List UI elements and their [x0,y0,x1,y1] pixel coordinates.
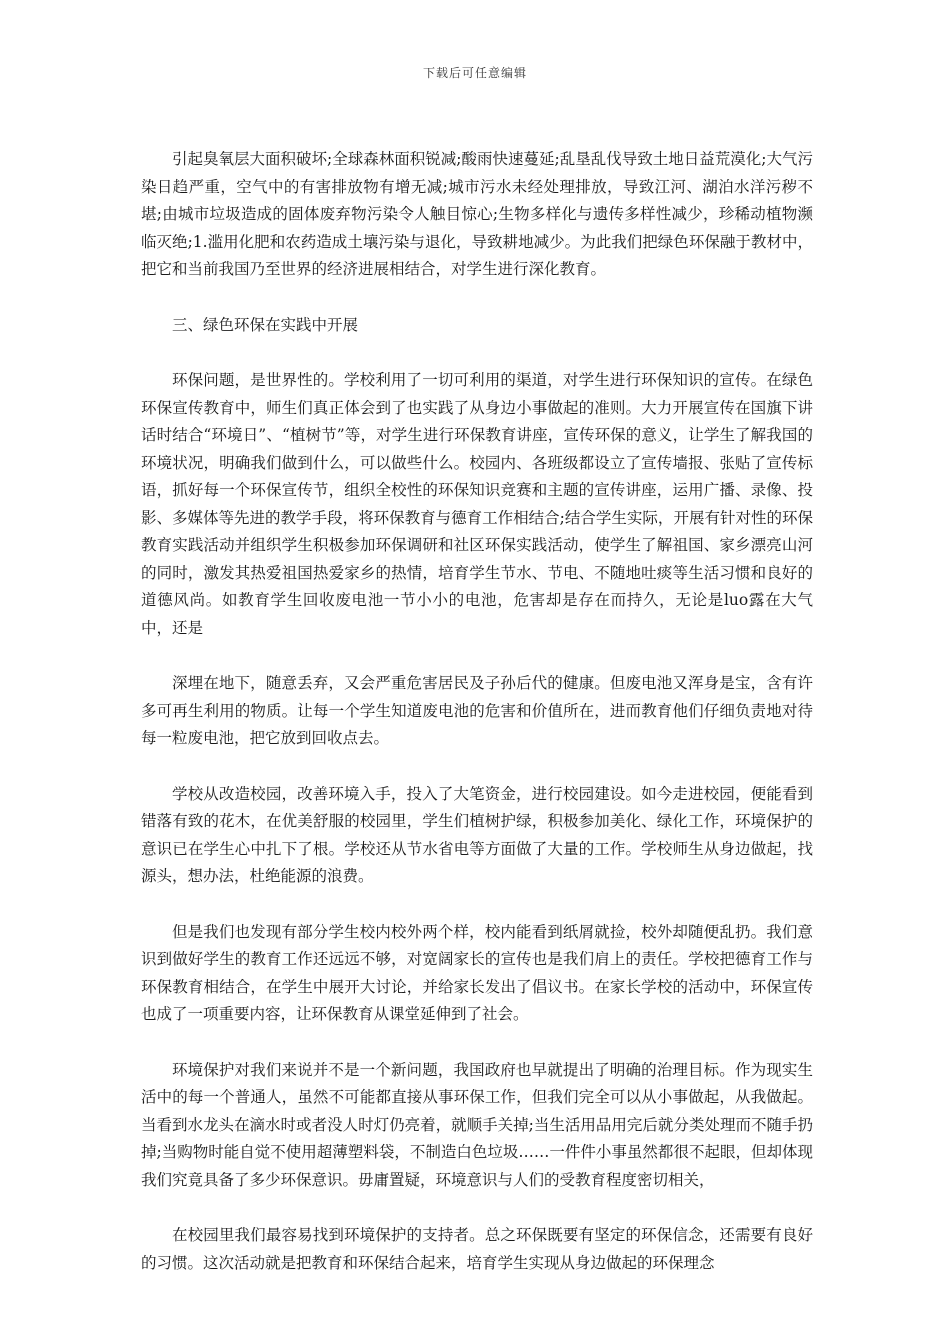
paragraph-parent-outreach: 但是我们也发现有部分学生校内校外两个样，校内能看到纸屑就捡，校外却随便乱扔。我们意识到做好学生的教育工作还远远不够，对宽阔家长的宣传也是我们肩上的责任。学校把德育工作与环保教育相结合，在学生中展开大讨论，并给家长发出了倡议书。在家长学校的活动中，环保宣传也成了一项重要内容，让环保教育从课堂延伸到了社会。 [141,922,813,1023]
paragraph-environmental-damage: 引起臭氧层大面积破坏;全球森林面积锐减;酸雨快速蔓延;乱垦乱伐导致土地日益荒漠化;大气污染日趋严重，空气中的有害排放物有增无减;城市污水未经处理排放，导致江河、湖泊水洋污秽不堪;由城市垃圾造成的固体废弃物污染令人触目惊心;生物多样化与遗传多样性减少，珍稀动植物濒临灭绝;1.滥用化肥和农药造成土壤污染与退化，导致耕地减少。为此我们把绿色环保融于教材中，把它和当前我国乃至世界的经济进展相结合，对学生进行深化教育。 [141,150,813,278]
paragraph-campus-improvement: 学校从改造校园，改善环境入手，投入了大笔资金，进行校园建设。如今走进校园，便能看到错落有致的花木，在优美舒服的校园里，学生们植树护绿，积极参加美化、绿化工作，环境保护的意识已在学生心中扎下了根。学校还从节水省电等方面做了大量的工作。学校师生从身边做起，找源头，想办法，杜绝能源的浪费。 [141,784,813,885]
paragraph-campus-supporters: 在校园里我们最容易找到环境保护的支持者。总之环保既要有坚定的环保信念，还需要有良好的习惯。这次活动就是把教育和环保结合起来，培育学生实现从身边做起的环保理念 [141,1226,813,1272]
paragraph-small-actions: 环境保护对我们来说并不是一个新问题，我国政府也早就提出了明确的治理目标。作为现实生活中的每一个普通人，虽然不可能都直接从事环保工作，但我们完全可以从小事做起，从我做起。当看到水龙头在滴水时或者没人时灯仍亮着，就顺手关掉;当生活用品用完后就分类处理而不随手扔掉;当购物时能自觉不使用超薄塑料袋，不制造白色垃圾……一件件小事虽然都很不起眼，但却体现我们究竟具备了多少环保意识。毋庸置疑，环境意识与人们的受教育程度密切相关， [141,1060,813,1189]
section-heading: 三、绿色环保在实践中开展 [172,315,359,334]
document-body [141,146,813,1305]
paragraph-environmental-publicity: 环保问题，是世界性的。学校利用了一切可利用的渠道，对学生进行环保知识的宣传。在绿色环保宣传教育中，师生们真正体会到了也实践了从身边小事做起的准则。大力开展宣传在国旗下讲话时结合“环境日”、“植树节”等，对学生进行环保教育讲座，宣传环保的意义，让学生了解我国的环境状况，明确我们做到什么，可以做些什么。校园内、各班级都设立了宣传墙报、张贴了宣传标语，抓好每一个环保宣传节，组织全校性的环保知识竞赛和主题的宣传讲座，运用广播、录像、投影、多媒体等先进的教学手段，将环保教育与德育工作相结合;结合学生实际，开展有针对性的环保教育实践活动并组织学生积极参加环保调研和社区环保实践活动，使学生了解祖国、家乡漂亮山河的同时，激发其热爱祖国热爱家乡的热情，培育学生节水、节电、不随地吐痰等生活习惯和良好的道德风尚。如教育学生回收废电池一节小小的电池，危害却是存在而持久，无论是luo露在大气中，还是 [141,371,813,637]
paragraph-waste-battery: 深埋在地下，随意丢弃，又会严重危害居民及子孙后代的健康。但废电池又浑身是宝，含有许多可再生利用的物质。让每一个学生知道废电池的危害和价值所在，进而教育他们仔细负责地对待每一粒废电池，把它放到回收点去。 [141,674,813,747]
page-header: 下载后可任意编辑 [422,66,527,80]
